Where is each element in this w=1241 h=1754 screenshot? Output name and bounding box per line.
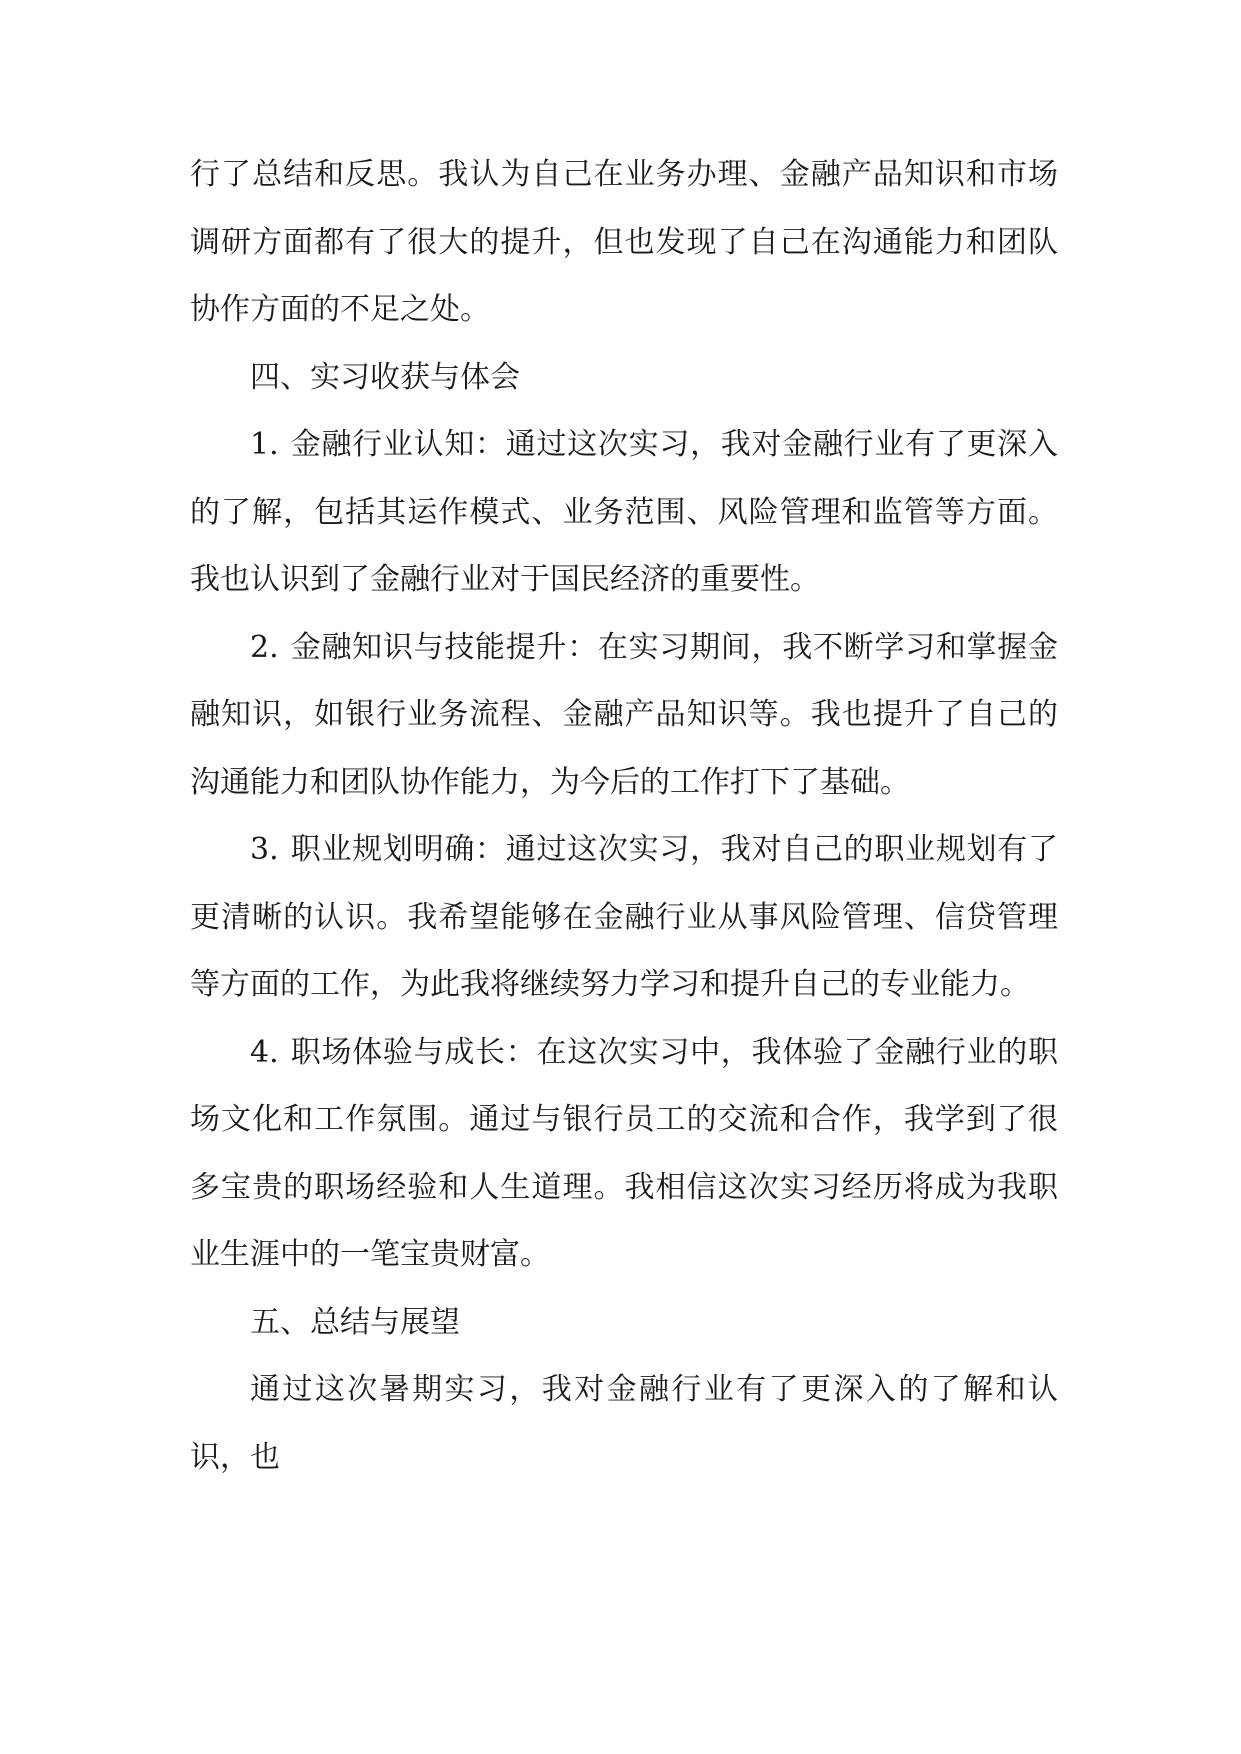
document-body: [190, 141, 1058, 1491]
list-number: 1.: [250, 427, 279, 462]
paragraph-text: 通过这次暑期实习，我对金融行业有了更深入的了解和认识，也: [190, 1372, 1058, 1475]
heading-text: 四、实习收获与体会: [250, 359, 520, 395]
list-item-text: 金融行业认知：通过这次实习，我对金融行业有了更深入的了解，包括其运作模式、业务范围、风险管理和监管等方面。我也认识到了金融行业对于国民经济的重要性。: [190, 427, 1058, 597]
list-item-3: [190, 816, 1058, 1019]
paragraph-summary: [190, 1356, 1058, 1491]
list-item-text: 职业规划明确：通过这次实习，我对自己的职业规划有了更清晰的认识。我希望能够在金融行业从事风险管理、信贷管理等方面的工作，为此我将继续努力学习和提升自己的专业能力。: [190, 832, 1058, 1002]
list-item-2: [190, 614, 1058, 817]
section-heading-4: [190, 344, 1058, 412]
list-item-text: 职场体验与成长：在这次实习中，我体验了金融行业的职场文化和工作氛围。通过与银行员工的交流和合作，我学到了很多宝贵的职场经验和人生道理。我相信这次实习经历将成为我职业生涯中的一笔宝贵财富。: [190, 1034, 1058, 1272]
list-item-text: 金融知识与技能提升：在实习期间，我不断学习和掌握金融知识，如银行业务流程、金融产品知识等。我也提升了自己的沟通能力和团队协作能力，为今后的工作打下了基础。: [190, 629, 1058, 800]
heading-text: 五、总结与展望: [250, 1304, 460, 1340]
list-item-4: [190, 1019, 1058, 1289]
paragraph-text: 行了总结和反思。我认为自己在业务办理、金融产品知识和市场调研方面都有了很大的提升，但也发现了自己在沟通能力和团队协作方面的不足之处。: [190, 157, 1058, 327]
list-number: 4.: [250, 1034, 279, 1070]
list-number: 2.: [250, 629, 279, 665]
list-number: 3.: [250, 832, 279, 867]
section-heading-5: [190, 1289, 1058, 1357]
list-item-1: [190, 411, 1058, 614]
paragraph-continuation: [190, 141, 1058, 344]
